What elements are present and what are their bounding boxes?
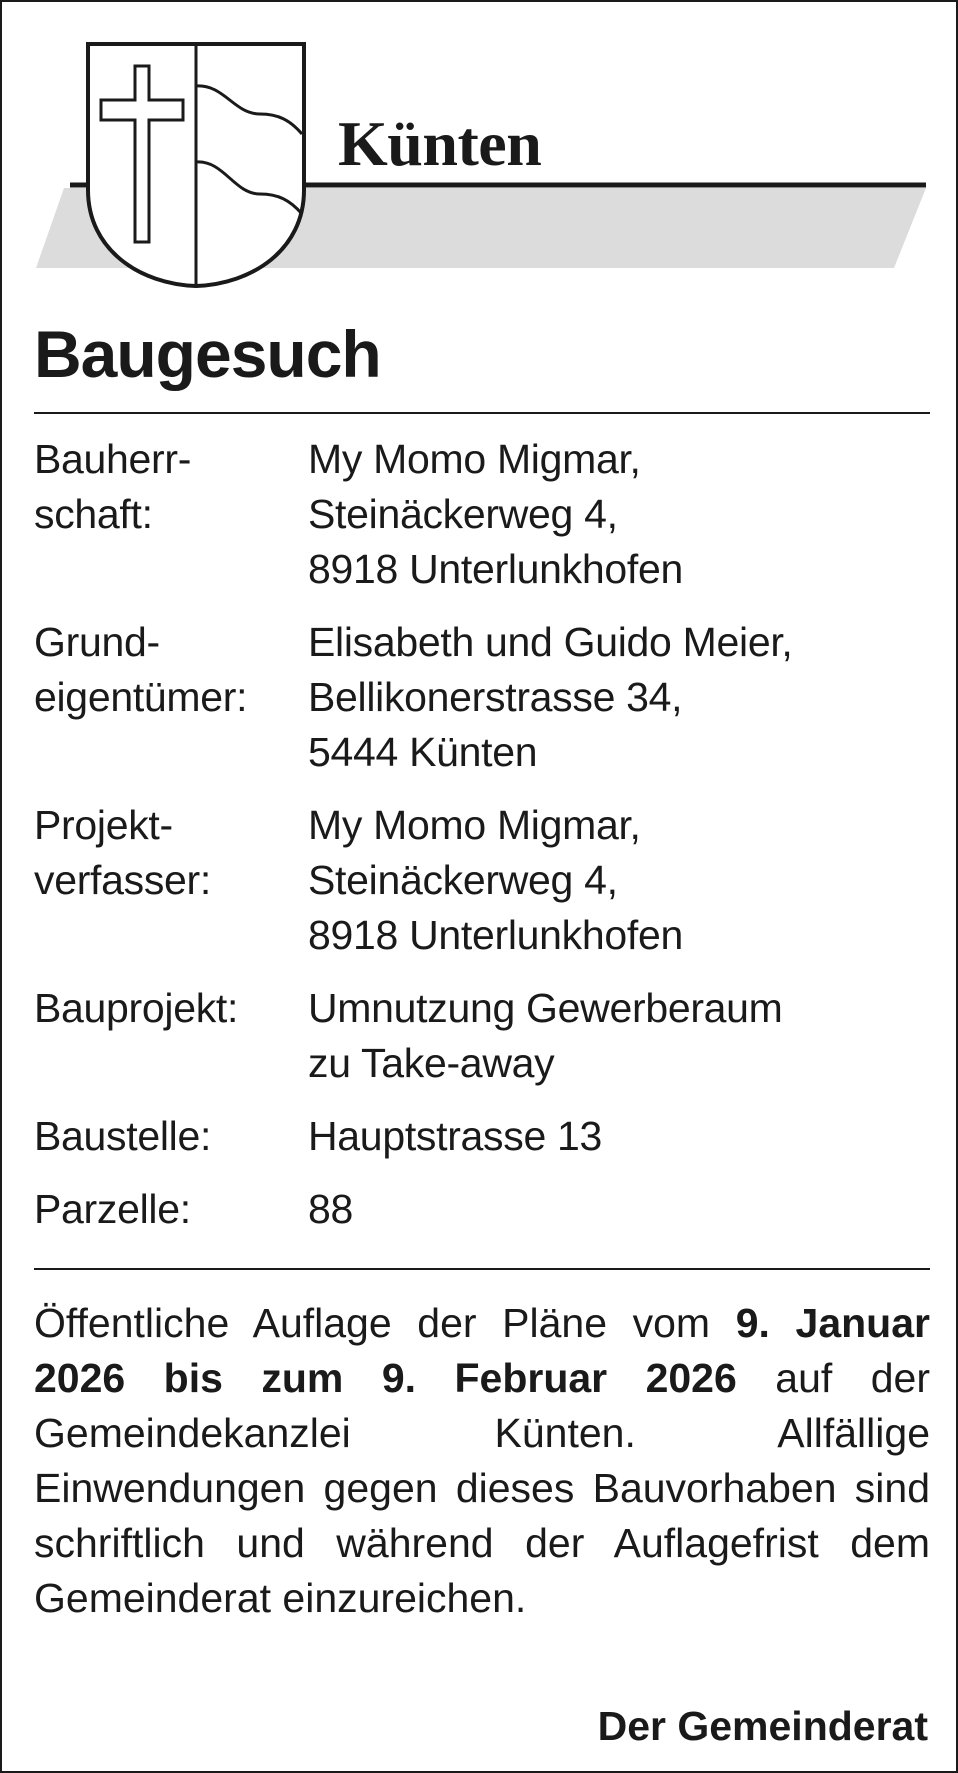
fact-row bbox=[34, 1109, 930, 1164]
coat-of-arms-icon bbox=[88, 44, 304, 286]
header bbox=[2, 2, 956, 302]
notice-text bbox=[34, 1296, 930, 1626]
fact-value-line: 8918 Unterlunkhofen bbox=[308, 912, 683, 958]
fact-label-line: eigentümer: bbox=[34, 674, 248, 720]
fact-value bbox=[308, 981, 930, 1091]
fact-value-line: 8918 Unterlunkhofen bbox=[308, 546, 683, 592]
fact-label-line: Projekt- bbox=[34, 802, 173, 848]
fact-row bbox=[34, 615, 930, 780]
fact-value-line: 88 bbox=[308, 1186, 354, 1232]
fact-value-line: Elisabeth und Guido Meier, bbox=[308, 619, 793, 665]
fact-label-line: Baustelle: bbox=[34, 1113, 212, 1159]
fact-value bbox=[308, 615, 930, 780]
fact-value bbox=[308, 432, 930, 597]
fact-value-line: Steinäckerweg 4, bbox=[308, 491, 618, 537]
notice-body: auf der Gemeindekanzlei Künten. Allfällige Einwendungen gegen dieses Bauvorhaben sind schriftlich und während der Auflagefrist dem Gemeinderat einzureichen. bbox=[34, 1355, 930, 1621]
fact-label bbox=[34, 981, 308, 1091]
fact-label bbox=[34, 615, 308, 780]
fact-row bbox=[34, 1182, 930, 1237]
notice-date-range: 9. Januar 2026 bis zum 9. Februar 2026 bbox=[34, 1300, 930, 1401]
document-title: Baugesuch bbox=[34, 317, 381, 391]
fact-label-line: Grund- bbox=[34, 619, 160, 665]
signature: Der Gemeinderat bbox=[597, 1703, 928, 1749]
fact-value bbox=[308, 1182, 930, 1237]
divider bbox=[34, 1268, 930, 1270]
fact-label-line: Bauherr- bbox=[34, 436, 192, 482]
town-name: Künten bbox=[338, 108, 542, 179]
fact-value bbox=[308, 798, 930, 963]
fact-value-line: 5444 Künten bbox=[308, 729, 538, 775]
fact-value-line: My Momo Migmar, bbox=[308, 802, 641, 848]
fact-label-line: Bauprojekt: bbox=[34, 985, 239, 1031]
fact-row bbox=[34, 432, 930, 597]
fact-value-line: Bellikonerstrasse 34, bbox=[308, 674, 683, 720]
fact-label-line: schaft: bbox=[34, 491, 153, 537]
fact-label bbox=[34, 1182, 308, 1237]
fact-value-line: My Momo Migmar, bbox=[308, 436, 641, 482]
divider bbox=[34, 412, 930, 414]
notice-intro: Öffentliche Auflage der Pläne vom bbox=[34, 1300, 711, 1346]
fact-label-line: Parzelle: bbox=[34, 1186, 191, 1232]
fact-row bbox=[34, 981, 930, 1091]
fact-value-line: Umnutzung Gewerberaum bbox=[308, 985, 783, 1031]
facts-list bbox=[34, 432, 930, 1255]
fact-label bbox=[34, 798, 308, 963]
fact-value-line: Hauptstrasse 13 bbox=[308, 1113, 603, 1159]
fact-value-line: zu Take-away bbox=[308, 1040, 555, 1086]
fact-value-line: Steinäckerweg 4, bbox=[308, 857, 618, 903]
fact-value bbox=[308, 1109, 930, 1164]
fact-label bbox=[34, 1109, 308, 1164]
fact-label bbox=[34, 432, 308, 597]
fact-row bbox=[34, 798, 930, 963]
fact-label-line: verfasser: bbox=[34, 857, 211, 903]
